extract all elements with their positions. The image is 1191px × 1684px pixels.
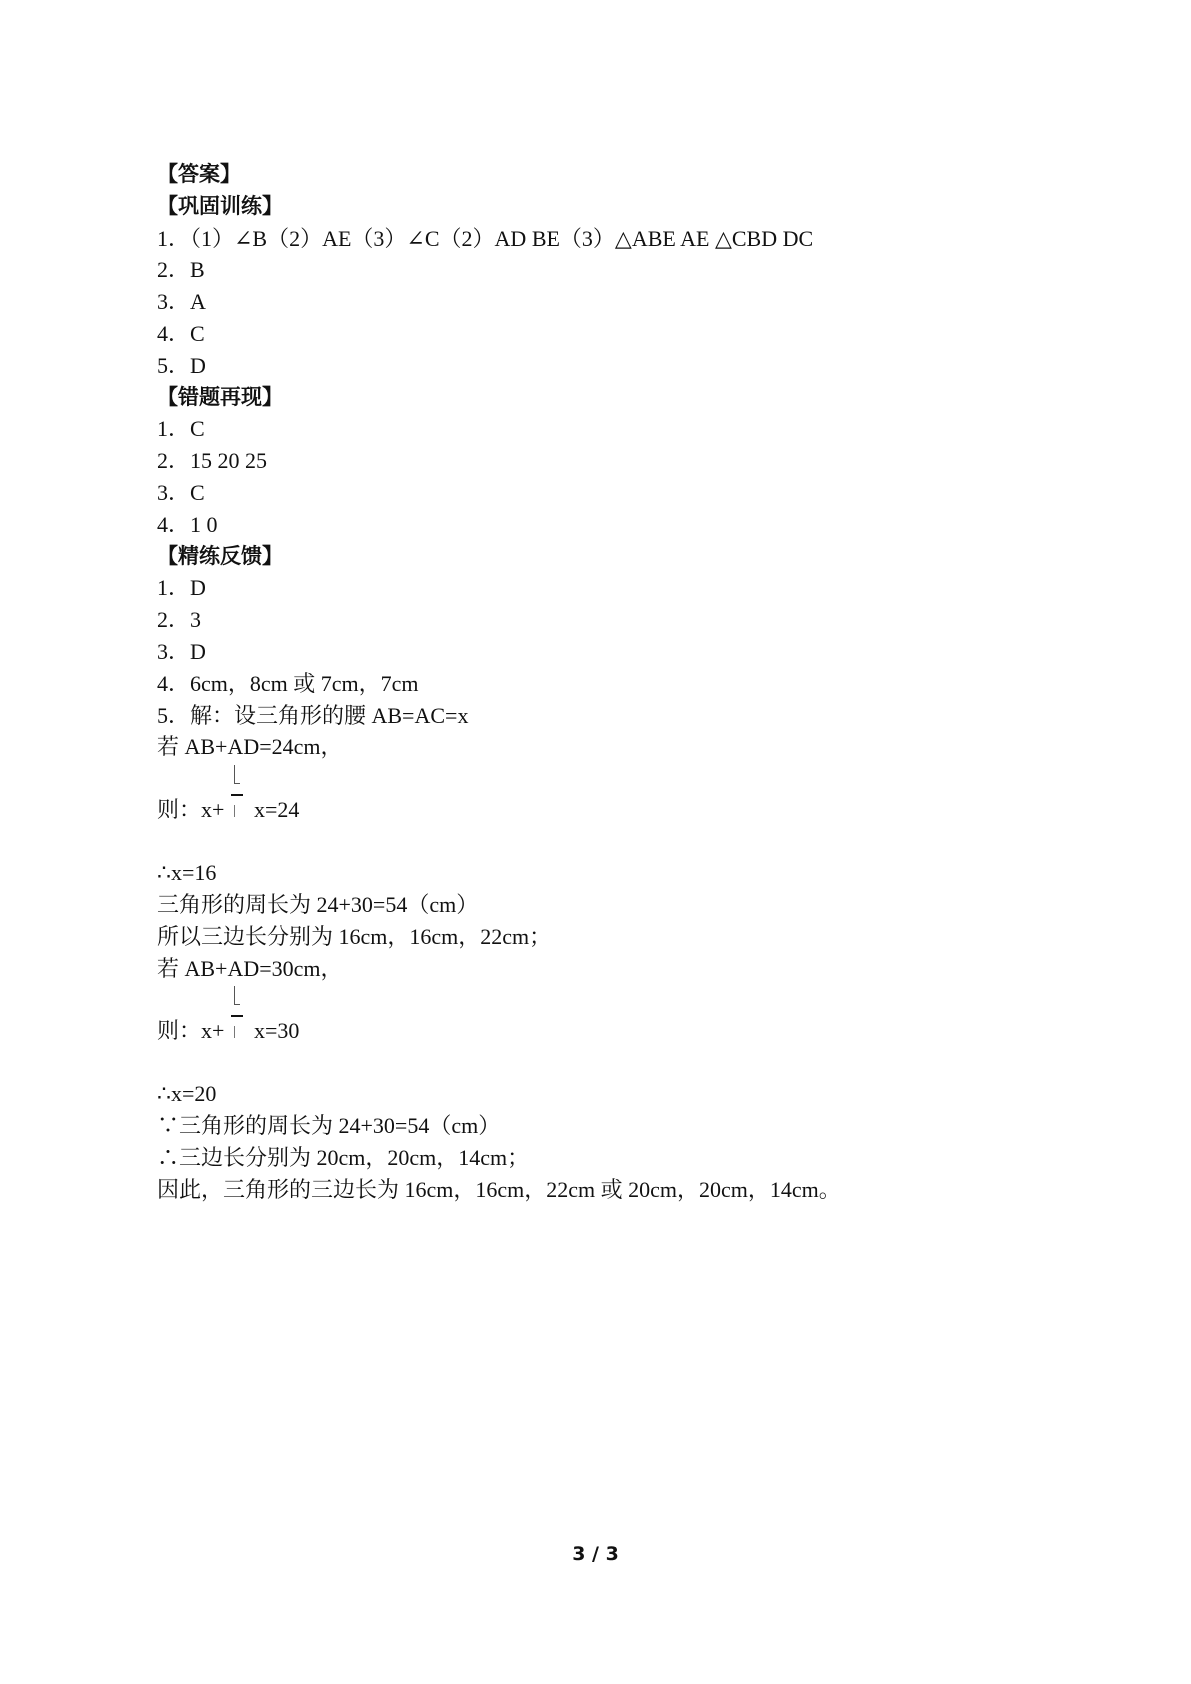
equation-prefix: 则：x+ (157, 1018, 225, 1044)
solution-line: 若 AB+AD=30cm， (157, 955, 343, 981)
list-item: 4．1 0 (157, 511, 218, 537)
solution-case1-equation (157, 763, 1057, 830)
equation-suffix: x=30 (254, 1018, 300, 1044)
answer-heading: 【答案】 (157, 162, 241, 186)
solution-line: 所以三边长分别为 16cm，16cm，22cm； (157, 923, 552, 949)
fraction-glyph (231, 984, 243, 1048)
list-item: 2．15 20 25 (157, 448, 268, 474)
list-item: 5．D (157, 352, 206, 378)
fraction-glyph (231, 763, 243, 827)
solution-line: 三角形的周长为 24+30=54（cm） (157, 891, 479, 917)
list-item: 3．A (157, 289, 206, 315)
list-item: 2．B (157, 257, 205, 283)
list-item: 4．6cm，8cm 或 7cm，7cm (157, 670, 419, 696)
mistakes-heading: 【错题再现】 (157, 384, 283, 409)
list-item: 4．C (157, 320, 205, 346)
equation-suffix: x=24 (254, 797, 300, 823)
equation-prefix: 则：x+ (157, 797, 225, 823)
list-item: 3．D (157, 638, 206, 664)
list-item: 5．解：设三角形的腰 AB=AC=x (157, 702, 469, 728)
solution-line: ∴三边长分别为 20cm，20cm，14cm； (157, 1144, 530, 1170)
page-number: 3 / 3 (572, 1543, 619, 1565)
answer-document (157, 159, 1057, 1206)
consolidation-heading: 【巩固训练】 (157, 193, 283, 218)
list-item: 1．（1）∠B（2）AE（3）∠C（2）AD BE（3）△ABE AE △CBD DC (157, 225, 814, 251)
list-item: 2．3 (157, 607, 202, 633)
solution-case1-condition: 若 AB+AD=24cm， (157, 734, 343, 760)
solution-case2-equation (157, 984, 1057, 1051)
list-item: 1．C (157, 416, 205, 442)
list-item: 1．D (157, 575, 206, 601)
solution-line: ∴x=16 (157, 860, 217, 886)
solution-line: 因此，三角形的三边长为 16cm，16cm，22cm 或 20cm，20cm，14cm。 (157, 1176, 841, 1202)
solution-line: ∴x=20 (157, 1081, 217, 1107)
solution-line: ∵三角形的周长为 24+30=54（cm） (157, 1113, 501, 1139)
list-item: 3．C (157, 479, 205, 505)
feedback-heading: 【精练反馈】 (157, 543, 283, 568)
